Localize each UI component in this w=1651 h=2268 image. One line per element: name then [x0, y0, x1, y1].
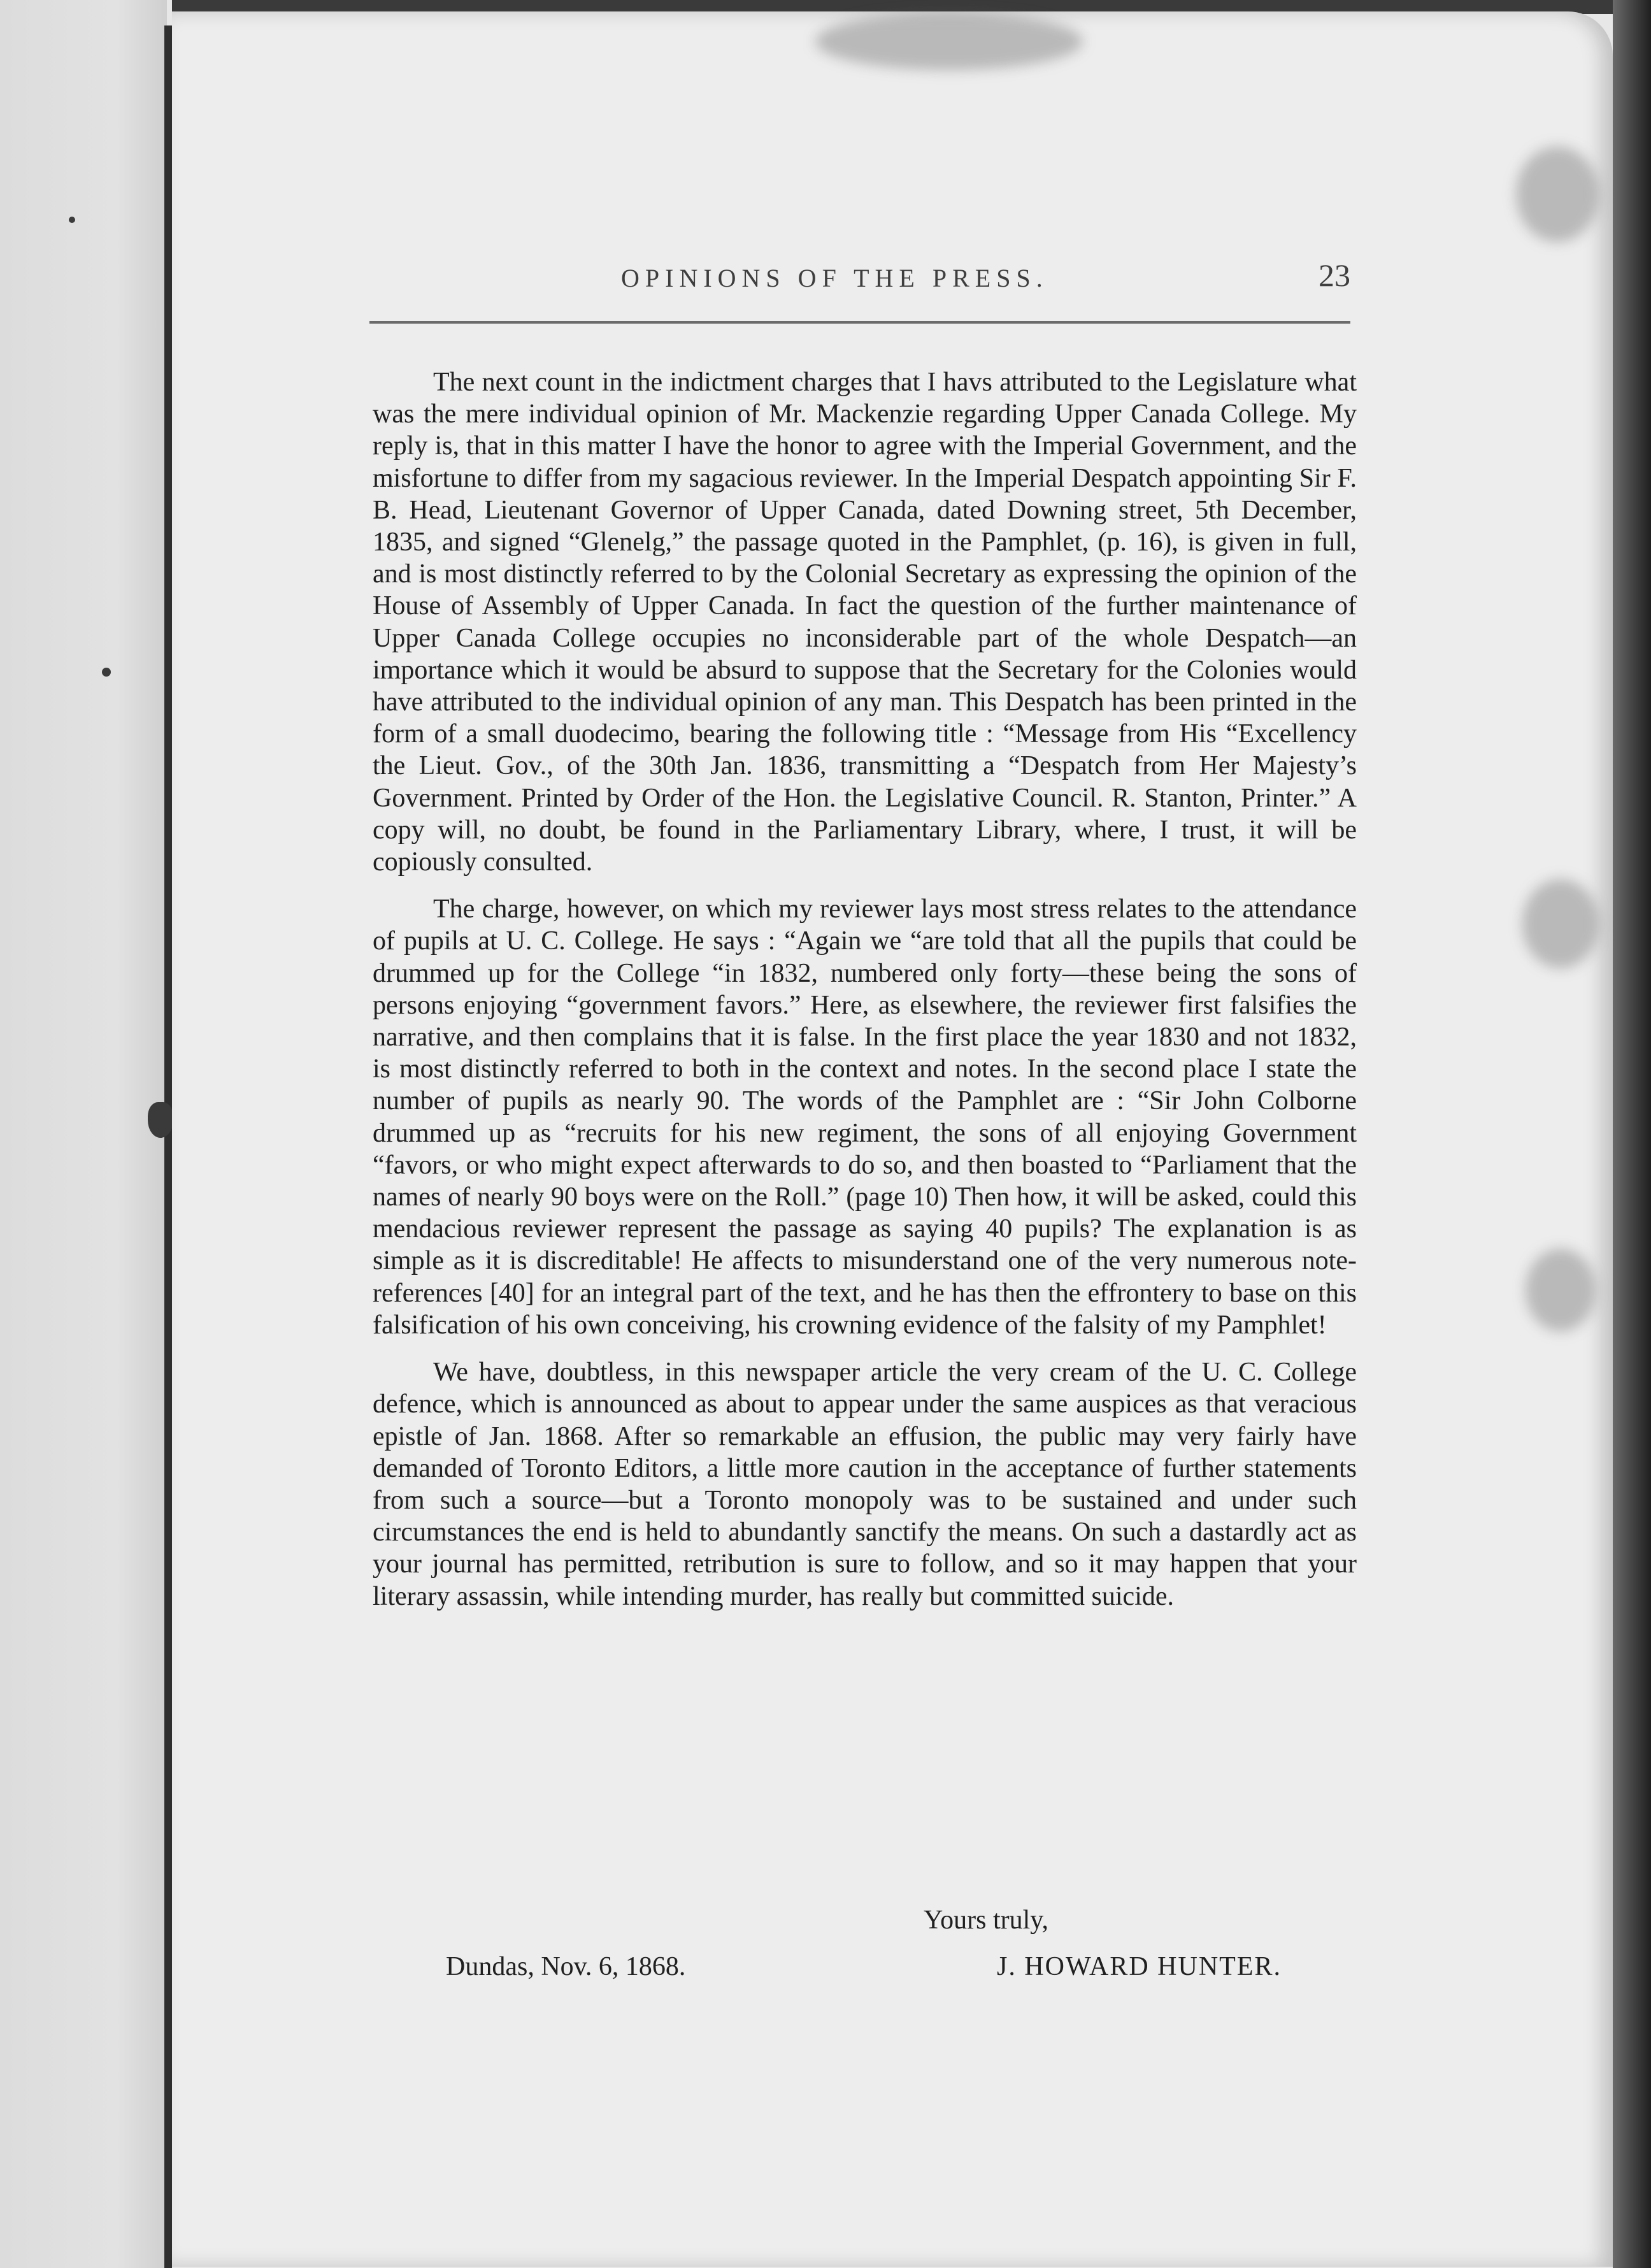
binding-mark — [148, 1102, 173, 1138]
left-facing-page-edge — [0, 0, 167, 2268]
closing-salutation: Yours truly, — [924, 1906, 1049, 1935]
paper-stain — [1526, 1249, 1596, 1331]
page-header — [369, 252, 1350, 309]
spine-shadow-line — [164, 25, 172, 2268]
page-right-shadow — [1613, 0, 1651, 2268]
place-and-date: Dundas, Nov. 6, 1868. — [446, 1952, 686, 1981]
paper-stain — [1522, 879, 1599, 968]
paragraph: We have, doubtless, in this newspaper article the very cream of the U. C. College defence, which is announced as about to appear under the same auspices as that veracious epistle of Jan. 1868. After so remarkable an effusion, the public may very fairly have demanded of Toronto Editors, a little more caution in the acceptance of further statements from such a source—but a Toronto monopoly was to be sustained and under such circumstances the end is held to abundantly sanctify the means. On such a dastardly act as your journal has permitted, retribution is sure to follow, and so it may happen that your literary assassin, while intending murder, has really but committed suicide. — [373, 1358, 1357, 1611]
paper-stain — [815, 13, 1083, 70]
paragraph: The next count in the indictment charges that I havs attributed to the Legislature what was the mere individual opinion of Mr. Mackenzie regarding Upper Canada College. My reply is, that in this matter I have the honor to agree with the Imperial Government, and the misfortune to differ from my sagacious reviewer. In the Imperial Despatch appointing Sir F. B. Head, Lieutenant Governor of Upper Canada, dated Downing street, 5th December, 1835, and signed “Glenelg,” the passage quoted in the Pamphlet, (p. 16), is given in full, and is most distinctly referred to by the Colonial Secretary as expressing the opinion of the House of Assembly of Upper Canada. In fact the question of the further maintenance of Upper Canada College occupies no inconsiderable part of the whole Despatch—an importance which it would be absurd to suppose that the Secretary for the Colonies would have attributed to the individual opinion of any man. This Despatch has been printed in the form of a small duodecimo, bearing the following title : “Message from His “Excellency the Lieut. Gov., of the 30th Jan. 1836, transmitting a “Despatch from Her Majesty’s Government. Printed by Order of the Hon. the Legislative Council. R. Stanton, Printer.” A copy will, no doubt, be found in the Parliamentary Library, where, I trust, it will be copiously consulted. — [373, 368, 1357, 877]
ink-speck — [102, 668, 111, 677]
letter-body — [373, 366, 1357, 1612]
signature: J. HOWARD HUNTER. — [997, 1952, 1282, 1981]
header-rule — [369, 321, 1350, 324]
running-head: OPINIONS OF THE PRESS. — [621, 264, 1048, 292]
page-number: 23 — [1319, 257, 1350, 293]
ink-speck — [69, 217, 75, 223]
paragraph: The charge, however, on which my reviewer lays most stress relates to the attendance of pupils at U. C. College. He says : “Again we “are told that all the pupils that could be drummed up for the College “in 1832, numbered only forty—these being the sons of persons enjoying “government favors.” Here, as elsewhere, the reviewer first falsifies the narrative, and then complains that it is false. In the first place the year 1830 and not 1832, is most distinctly referred to both in the context and notes. In the second place I state the number of pupils as nearly 90. The words of the Pamphlet are : “Sir John Colborne drummed up as “recruits for his new regiment, the sons of all enjoying Government “favors, or who might expect afterwards to do so, and then boasted to “Parliament that the names of nearly 90 boys were on the Roll.” (page 10) Then how, it will be asked, could this mendacious reviewer represent the passage as saying 40 pupils? The explanation is as simple as it is discreditable! He affects to misunderstand one of the very numerous note-references [40] for an integral part of the text, and he has then the effrontery to base on this falsification of his own conceiving, his crowning evidence of the falsity of my Pamphlet! — [373, 894, 1357, 1340]
paper-stain — [1516, 147, 1599, 242]
